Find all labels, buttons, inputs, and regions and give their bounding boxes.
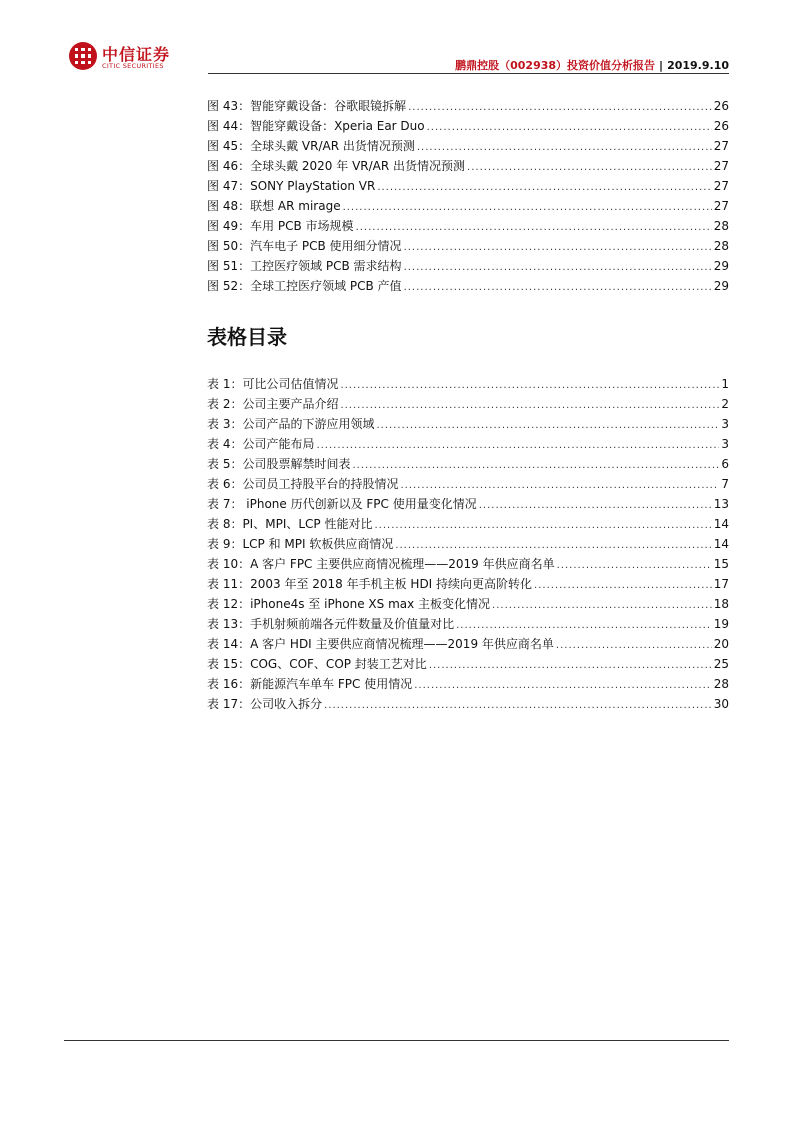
toc-entry-label: 图 51：工控医疗领域 PCB 需求结构 — [207, 259, 402, 273]
dot-leader — [534, 576, 712, 596]
toc-page-number: 27 — [713, 179, 729, 193]
figure-toc-entry[interactable] — [207, 176, 729, 196]
toc-page-number: 26 — [713, 119, 729, 133]
dot-leader — [340, 376, 719, 396]
toc-page-number: 27 — [713, 159, 729, 173]
dot-leader — [479, 496, 712, 516]
toc-page-number: 27 — [713, 139, 729, 153]
toc-page-number: 19 — [713, 617, 729, 631]
toc-entry-label: 表 16：新能源汽车单车 FPC 使用情况 — [207, 677, 413, 691]
dot-leader — [557, 556, 712, 576]
toc-entry-label: 图 46：全球头戴 2020 年 VR/AR 出货情况预测 — [207, 159, 466, 173]
table-toc-entry[interactable] — [207, 574, 729, 594]
dot-leader — [492, 596, 712, 616]
toc-entry-label: 图 49：车用 PCB 市场规模 — [207, 219, 354, 233]
figure-toc-entry[interactable] — [207, 276, 729, 296]
toc-entry-label: 表 15：COG、COF、COP 封装工艺对比 — [207, 657, 427, 671]
toc-entry-label: 表 4：公司产能布局 — [207, 437, 315, 451]
toc-page-number: 29 — [713, 279, 729, 293]
toc-page-number: 30 — [713, 697, 729, 711]
dot-leader — [427, 118, 712, 138]
tables-section-title: 表格目录 — [207, 325, 287, 349]
figures-toc-list — [207, 96, 729, 296]
tables-toc-list — [207, 374, 729, 714]
toc-page-number: 15 — [713, 557, 729, 571]
citic-logo-icon — [68, 41, 98, 71]
toc-page-number: 1 — [721, 377, 729, 391]
figure-toc-entry[interactable] — [207, 236, 729, 256]
toc-entry-label: 图 43：智能穿戴设备：谷歌眼镜拆解 — [207, 99, 407, 113]
table-toc-entry[interactable] — [207, 434, 729, 454]
dot-leader — [352, 456, 719, 476]
dot-leader — [316, 436, 719, 456]
report-date: 2019.9.10 — [667, 59, 729, 72]
table-toc-entry[interactable] — [207, 514, 729, 534]
dot-leader — [556, 636, 712, 656]
toc-entry-label: 表 8：PI、MPI、LCP 性能对比 — [207, 517, 373, 531]
table-toc-entry[interactable] — [207, 694, 729, 714]
toc-entry-label: 表 2：公司主要产品介绍 — [207, 397, 339, 411]
figure-toc-entry[interactable] — [207, 256, 729, 276]
table-toc-entry[interactable] — [207, 594, 729, 614]
page-header — [0, 0, 793, 80]
toc-page-number: 6 — [721, 457, 729, 471]
toc-entry-label: 表 9：LCP 和 MPI 软板供应商情况 — [207, 537, 394, 551]
dot-leader — [417, 138, 712, 158]
table-toc-entry[interactable] — [207, 414, 729, 434]
toc-page-number: 28 — [713, 219, 729, 233]
toc-page-number: 7 — [721, 477, 729, 491]
table-toc-entry[interactable] — [207, 534, 729, 554]
toc-page-number: 27 — [713, 199, 729, 213]
dot-leader — [456, 616, 712, 636]
table-toc-entry[interactable] — [207, 614, 729, 634]
toc-page-number: 2 — [721, 397, 729, 411]
figure-toc-entry[interactable] — [207, 136, 729, 156]
dot-leader — [374, 516, 711, 536]
dot-leader — [324, 696, 712, 716]
toc-entry-label: 图 48：联想 AR mirage — [207, 199, 341, 213]
toc-entry-label: 表 3：公司产品的下游应用领域 — [207, 417, 375, 431]
toc-entry-label: 图 47：SONY PlayStation VR — [207, 179, 376, 193]
table-toc-entry[interactable] — [207, 634, 729, 654]
table-toc-entry[interactable] — [207, 374, 729, 394]
table-toc-entry[interactable] — [207, 654, 729, 674]
dot-leader — [340, 396, 719, 416]
dot-leader — [429, 656, 712, 676]
toc-entry-label: 图 45：全球头戴 VR/AR 出货情况预测 — [207, 139, 415, 153]
dot-leader — [404, 238, 712, 258]
table-toc-entry[interactable] — [207, 474, 729, 494]
table-toc-entry[interactable] — [207, 554, 729, 574]
figure-toc-entry[interactable] — [207, 116, 729, 136]
header-separator: | — [659, 59, 664, 72]
toc-page-number: 3 — [721, 417, 729, 431]
toc-page-number: 18 — [713, 597, 729, 611]
dot-leader — [404, 278, 712, 298]
table-toc-entry[interactable] — [207, 674, 729, 694]
table-toc-entry[interactable] — [207, 394, 729, 414]
dot-leader — [467, 158, 712, 178]
table-toc-entry[interactable] — [207, 494, 729, 514]
dot-leader — [377, 178, 711, 198]
toc-page-number: 28 — [713, 239, 729, 253]
logo-chinese-name: 中信证券 — [102, 45, 171, 64]
toc-page-number: 3 — [721, 437, 729, 451]
report-title: 鹏鼎控股（002938）投资价值分析报告 — [455, 59, 656, 72]
dot-leader — [400, 476, 719, 496]
toc-entry-label: 表 5：公司股票解禁时间表 — [207, 457, 351, 471]
toc-entry-label: 表 11：2003 年至 2018 年手机主板 HDI 持续向更高阶转化 — [207, 577, 533, 591]
toc-page-number: 26 — [713, 99, 729, 113]
footer-divider — [64, 1040, 729, 1041]
toc-entry-label: 表 13：手机射频前端各元件数量及价值量对比 — [207, 617, 455, 631]
dot-leader — [414, 676, 711, 696]
figure-toc-entry[interactable] — [207, 216, 729, 236]
toc-page-number: 13 — [713, 497, 729, 511]
toc-entry-label: 图 50：汽车电子 PCB 使用细分情况 — [207, 239, 402, 253]
figure-toc-entry[interactable] — [207, 156, 729, 176]
toc-page-number: 25 — [713, 657, 729, 671]
dot-leader — [376, 416, 719, 436]
toc-page-number: 17 — [713, 577, 729, 591]
toc-entry-label: 表 17：公司收入拆分 — [207, 697, 323, 711]
toc-page-number: 14 — [713, 537, 729, 551]
dot-leader — [356, 218, 712, 238]
dot-leader — [395, 536, 711, 556]
toc-page-number: 28 — [713, 677, 729, 691]
table-toc-entry[interactable] — [207, 454, 729, 474]
toc-entry-label: 图 52：全球工控医疗领域 PCB 产值 — [207, 279, 402, 293]
header-divider — [208, 73, 729, 74]
toc-entry-label: 表 6：公司员工持股平台的持股情况 — [207, 477, 399, 491]
toc-entry-label: 图 44：智能穿戴设备：Xperia Ear Duo — [207, 119, 425, 133]
figure-toc-entry[interactable] — [207, 196, 729, 216]
dot-leader — [408, 98, 712, 118]
toc-page-number: 29 — [713, 259, 729, 273]
figure-toc-entry[interactable] — [207, 96, 729, 116]
toc-page-number: 14 — [713, 517, 729, 531]
dot-leader — [404, 258, 712, 278]
toc-entry-label: 表 14：A 客户 HDI 主要供应商情况梳理——2019 年供应商名单 — [207, 637, 554, 651]
toc-entry-label: 表 10：A 客户 FPC 主要供应商情况梳理——2019 年供应商名单 — [207, 557, 555, 571]
toc-entry-label: 表 7： iPhone 历代创新以及 FPC 使用量变化情况 — [207, 497, 477, 511]
logo-english-name: CITIC SECURITIES — [102, 62, 164, 70]
toc-entry-label: 表 12：iPhone4s 至 iPhone XS max 主板变化情况 — [207, 597, 491, 611]
toc-page-number: 20 — [713, 637, 729, 651]
toc-entry-label: 表 1：可比公司估值情况 — [207, 377, 339, 391]
dot-leader — [343, 198, 712, 218]
report-header-title — [455, 57, 729, 73]
